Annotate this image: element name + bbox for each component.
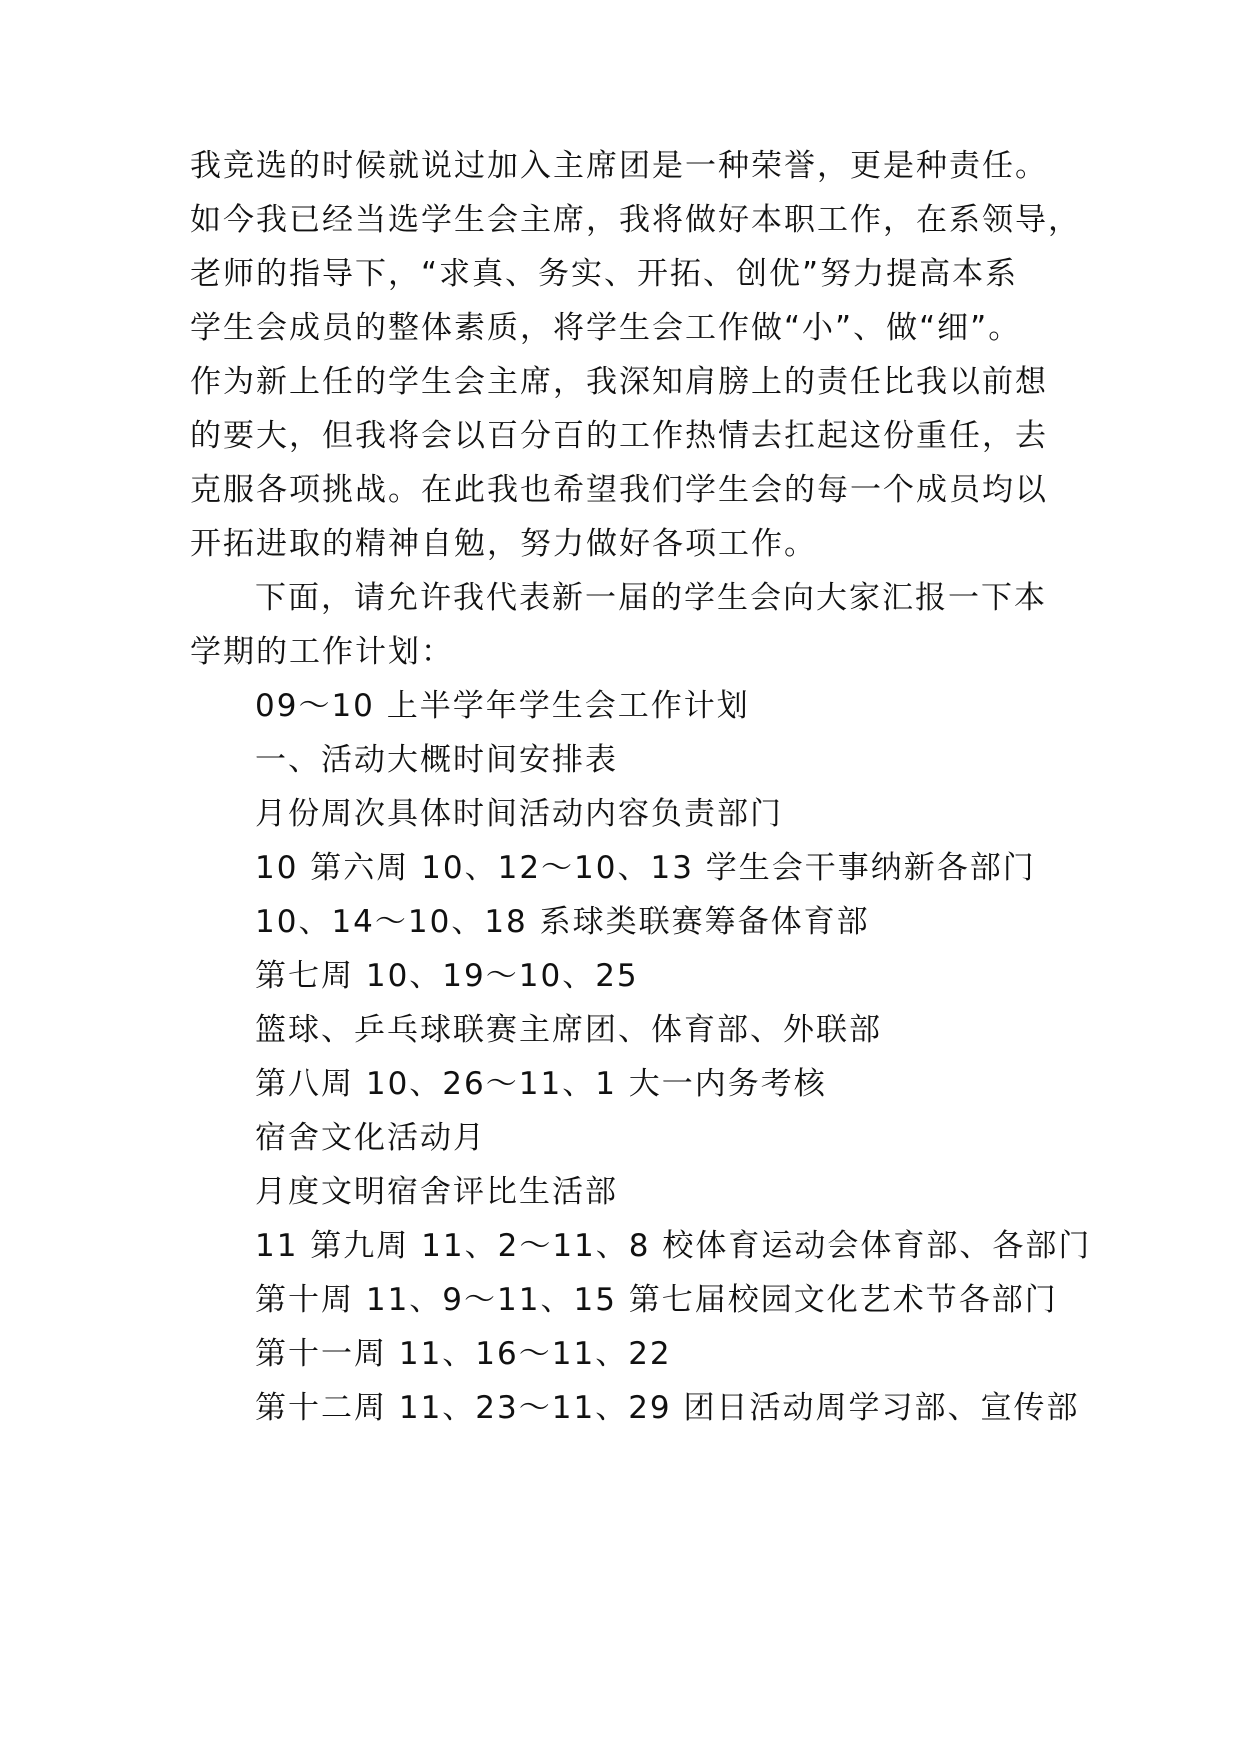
paragraph-1-line-3: 老师的指导下，“求真、务实、开拓、创优”努力提高本系: [190, 256, 1019, 292]
paragraph-2-line-1: 下面，请允许我代表新一届的学生会向大家汇报一下本: [255, 580, 1047, 616]
schedule-line: 第十一周 11、16～11、22: [255, 1336, 672, 1372]
paragraph-1-line-1: 我竞选的时候就说过加入主席团是一种荣誉，更是种责任。: [190, 148, 1048, 184]
plan-title: 09～10 上半学年学生会工作计划: [255, 688, 750, 724]
paragraph-1-line-6: 的要大，但我将会以百分百的工作热情去扛起这份重任，去: [190, 418, 1048, 454]
schedule-line: 10、14～10、18 系球类联赛筹备体育部: [255, 904, 870, 940]
schedule-line: 第十二周 11、23～11、29 团日活动周学习部、宣传部: [255, 1390, 1080, 1426]
schedule-line: 篮球、乒乓球联赛主席团、体育部、外联部: [255, 1012, 882, 1048]
schedule-header: 月份周次具体时间活动内容负责部门: [255, 796, 783, 832]
schedule-line: 月度文明宿舍评比生活部: [255, 1174, 618, 1210]
paragraph-2-line-2: 学期的工作计划：: [190, 634, 454, 670]
schedule-line: 宿舍文化活动月: [255, 1120, 486, 1156]
paragraph-1-line-5: 作为新上任的学生会主席，我深知肩膀上的责任比我以前想: [190, 364, 1048, 400]
schedule-line: 第八周 10、26～11、1 大一内务考核: [255, 1066, 827, 1102]
schedule-line: 10 第六周 10、12～10、13 学生会干事纳新各部门: [255, 850, 1036, 886]
schedule-line: 第十周 11、9～11、15 第七届校园文化艺术节各部门: [255, 1282, 1058, 1318]
paragraph-1-line-7: 克服各项挑战。在此我也希望我们学生会的每一个成员均以: [190, 472, 1048, 508]
paragraph-1-line-4: 学生会成员的整体素质，将学生会工作做“小”、做“细”。: [190, 310, 1022, 346]
paragraph-1-line-8: 开拓进取的精神自勉，努力做好各项工作。: [190, 526, 817, 562]
schedule-line: 第七周 10、19～10、25: [255, 958, 639, 994]
schedule-line: 11 第九周 11、2～11、8 校体育运动会体育部、各部门: [255, 1228, 1092, 1264]
section-heading: 一、活动大概时间安排表: [255, 742, 618, 778]
paragraph-1-line-2: 如今我已经当选学生会主席，我将做好本职工作，在系领导，: [190, 202, 1081, 238]
